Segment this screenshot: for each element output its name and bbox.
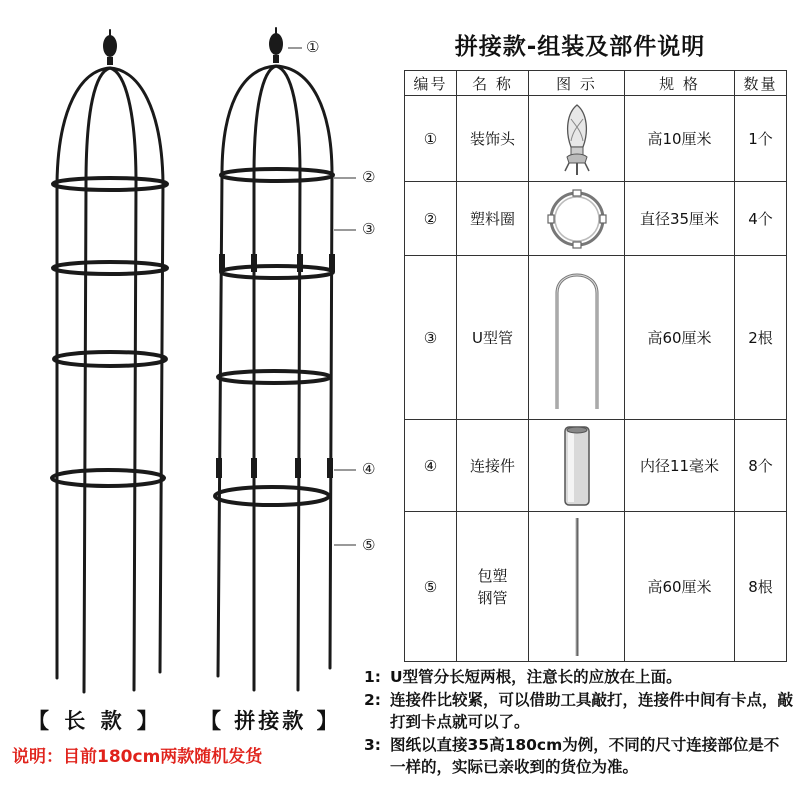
table-header-row [405,71,787,96]
row-qty: 2根 [735,256,787,420]
row-spec: 内径11毫米 [625,420,735,512]
row-qty: 8根 [735,512,787,662]
finial-icon [557,101,597,177]
table-row [405,96,787,182]
row-name: 装饰头 [457,96,529,182]
header-spec: 规 格 [625,71,735,96]
label-long-model: 【 长 款 】 [28,709,162,733]
coated-steel-pipe-icon [567,516,587,658]
header-name: 名 称 [457,71,529,96]
row-num: ③ [405,256,457,420]
plastic-ring-icon [545,187,609,251]
connector-icon [557,424,597,508]
callout-3: ③ [362,220,376,238]
row-qty: 4个 [735,182,787,256]
row-name: 连接件 [457,420,529,512]
row-spec: 高60厘米 [625,512,735,662]
trellis-illustration [0,0,400,700]
page-title: 拼接款-组装及部件说明 [454,34,706,60]
row-name: 塑料圈 [457,182,529,256]
callout-1: ① [306,38,320,56]
parts-table [404,70,787,662]
row-pic [529,512,625,662]
row-num: ① [405,96,457,182]
joint-trellis-figure [215,28,335,690]
row-spec: 高60厘米 [625,256,735,420]
row-pic [529,182,625,256]
row-spec: 高10厘米 [625,96,735,182]
table-row [405,256,787,420]
header-pic: 图 示 [529,71,625,96]
row-pic [529,96,625,182]
label-joint-model: 【 拼接款 】 [200,709,341,733]
long-finial [103,35,117,57]
callout-5: ⑤ [362,536,376,554]
row-num: ⑤ [405,512,457,662]
note-number: 3: [364,735,381,754]
long-trellis-figure [52,30,167,692]
note-item [364,666,794,689]
callout-4: ④ [362,460,376,478]
row-qty: 1个 [735,96,787,182]
row-pic [529,256,625,420]
note-number: 1: [364,668,381,686]
row-name: 包塑 钢管 [457,512,529,662]
note-number: 2: [364,690,381,709]
callout-2: ② [362,168,376,186]
row-qty: 8个 [735,420,787,512]
row-pic [529,420,625,512]
row-name: U型管 [457,256,529,420]
row-spec: 直径35厘米 [625,182,735,256]
note-item [364,734,794,779]
u-tube-icon [547,263,607,413]
header-qty: 数量 [735,71,787,96]
note-text: U型管分长短两根，注意长的应放在上面。 [390,668,682,686]
note-item [364,689,794,734]
row-num: ② [405,182,457,256]
table-row [405,512,787,662]
header-num: 编号 [405,71,457,96]
table-row [405,420,787,512]
joint-finial [269,33,283,55]
note-text: 图纸以直接35高180cm为例，不同的尺寸连接部位是不一样的，实际已亲收到的货位为准。 [390,735,780,776]
assembly-notes [364,666,794,779]
shipping-notice: 说明：目前180cm两款随机发货 [12,747,263,767]
row-num: ④ [405,420,457,512]
table-row [405,182,787,256]
note-text: 连接件比较紧，可以借助工具敲打，连接件中间有卡点，敲打到卡点就可以了。 [390,690,794,731]
